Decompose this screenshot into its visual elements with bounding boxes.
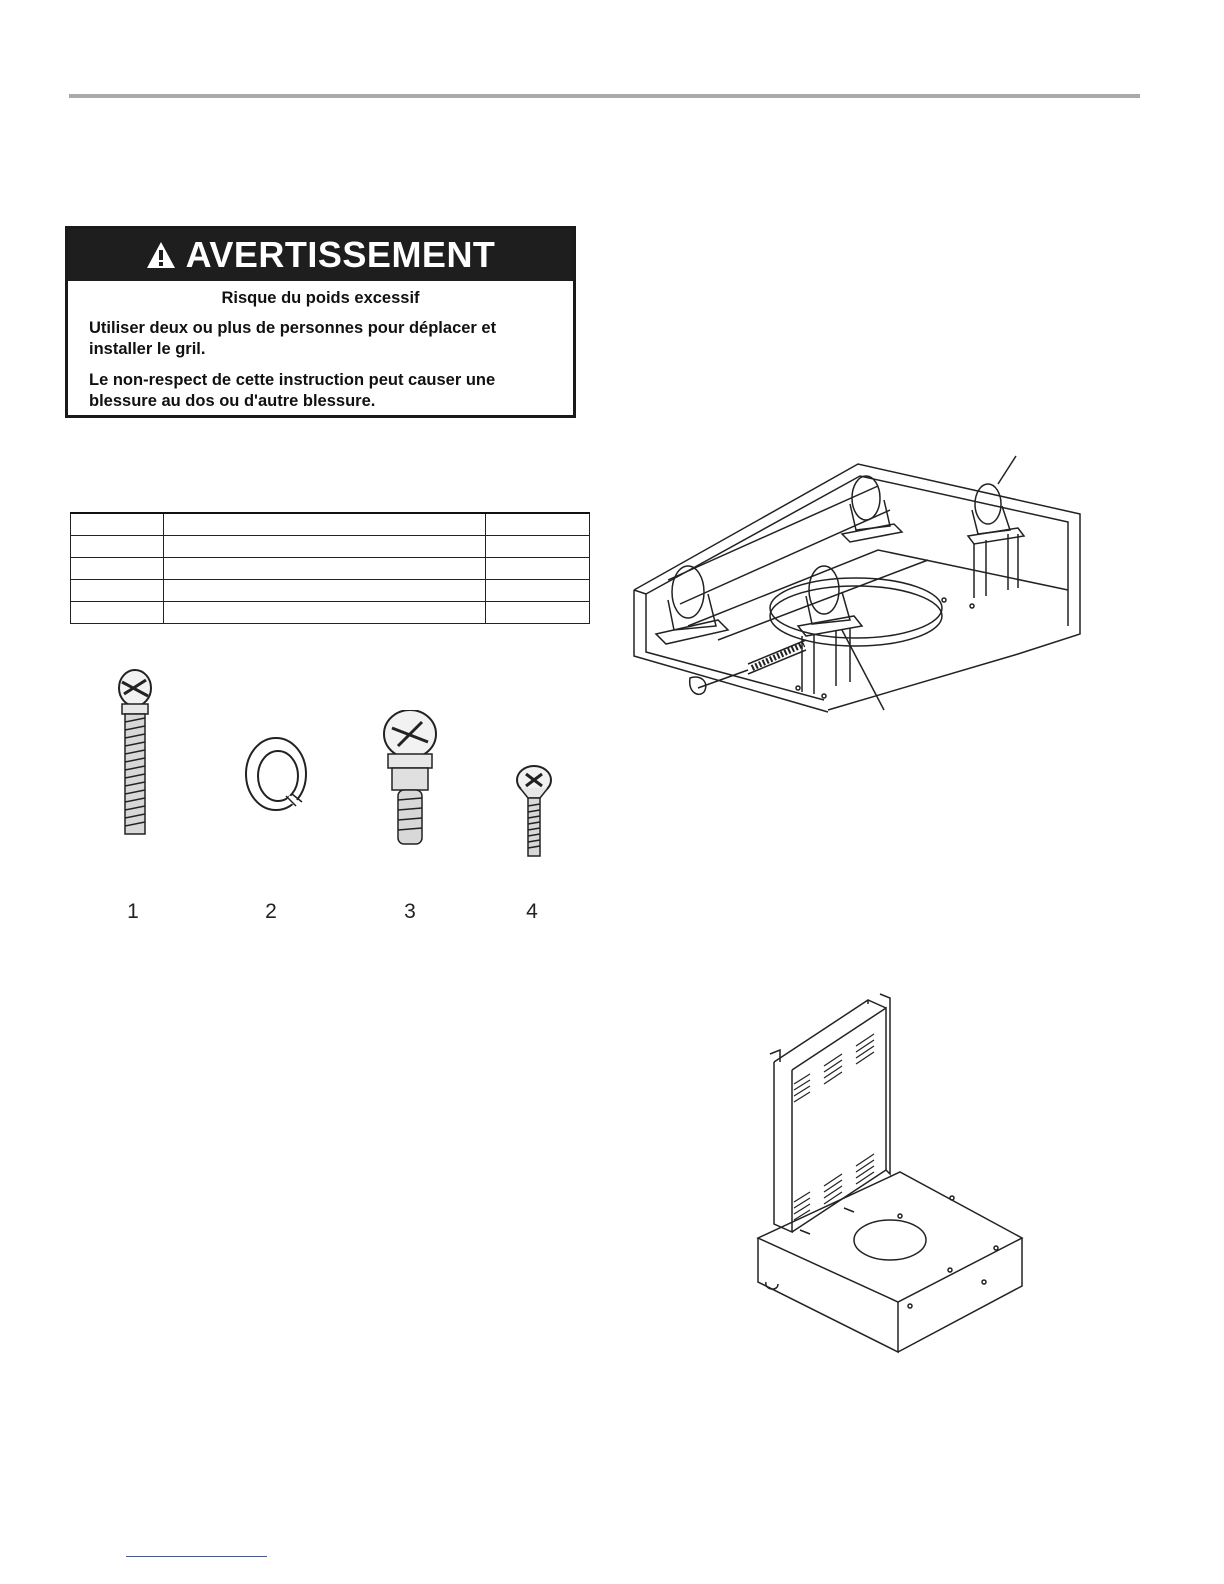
warning-consequence: Le non-respect de cette instruction peut causer une blessure au dos ou d'autre blessure. — [89, 371, 496, 410]
footer-link-underline[interactable] — [126, 1556, 267, 1557]
parts-table — [70, 512, 590, 624]
warning-box — [65, 226, 576, 418]
warning-instruction: Utiliser deux ou plus de personnes pour déplacer et installer le gril. — [89, 319, 497, 358]
top-rule — [69, 94, 1140, 98]
table-row — [71, 513, 590, 536]
warning-triangle-icon — [146, 240, 176, 270]
caster-assembly-illustration — [628, 430, 1088, 720]
machine-screw-icon — [110, 668, 160, 840]
hardware-label: 3 — [404, 900, 416, 923]
table-row — [71, 580, 590, 602]
table-row — [71, 558, 590, 580]
warning-title: AVERTISSEMENT — [185, 234, 496, 275]
lock-washer-icon — [240, 732, 312, 816]
shoulder-bolt-icon — [376, 710, 444, 850]
phillips-screw-icon — [514, 764, 554, 860]
table-row — [71, 536, 590, 558]
table-row — [71, 602, 590, 624]
hardware-label: 1 — [127, 900, 139, 923]
warning-header — [68, 229, 573, 281]
hardware-label: 2 — [265, 900, 277, 923]
warning-subtitle: Risque du poids excessif — [221, 289, 420, 307]
hardware-label: 4 — [526, 900, 538, 923]
cart-back-panel-illustration — [750, 990, 1030, 1360]
